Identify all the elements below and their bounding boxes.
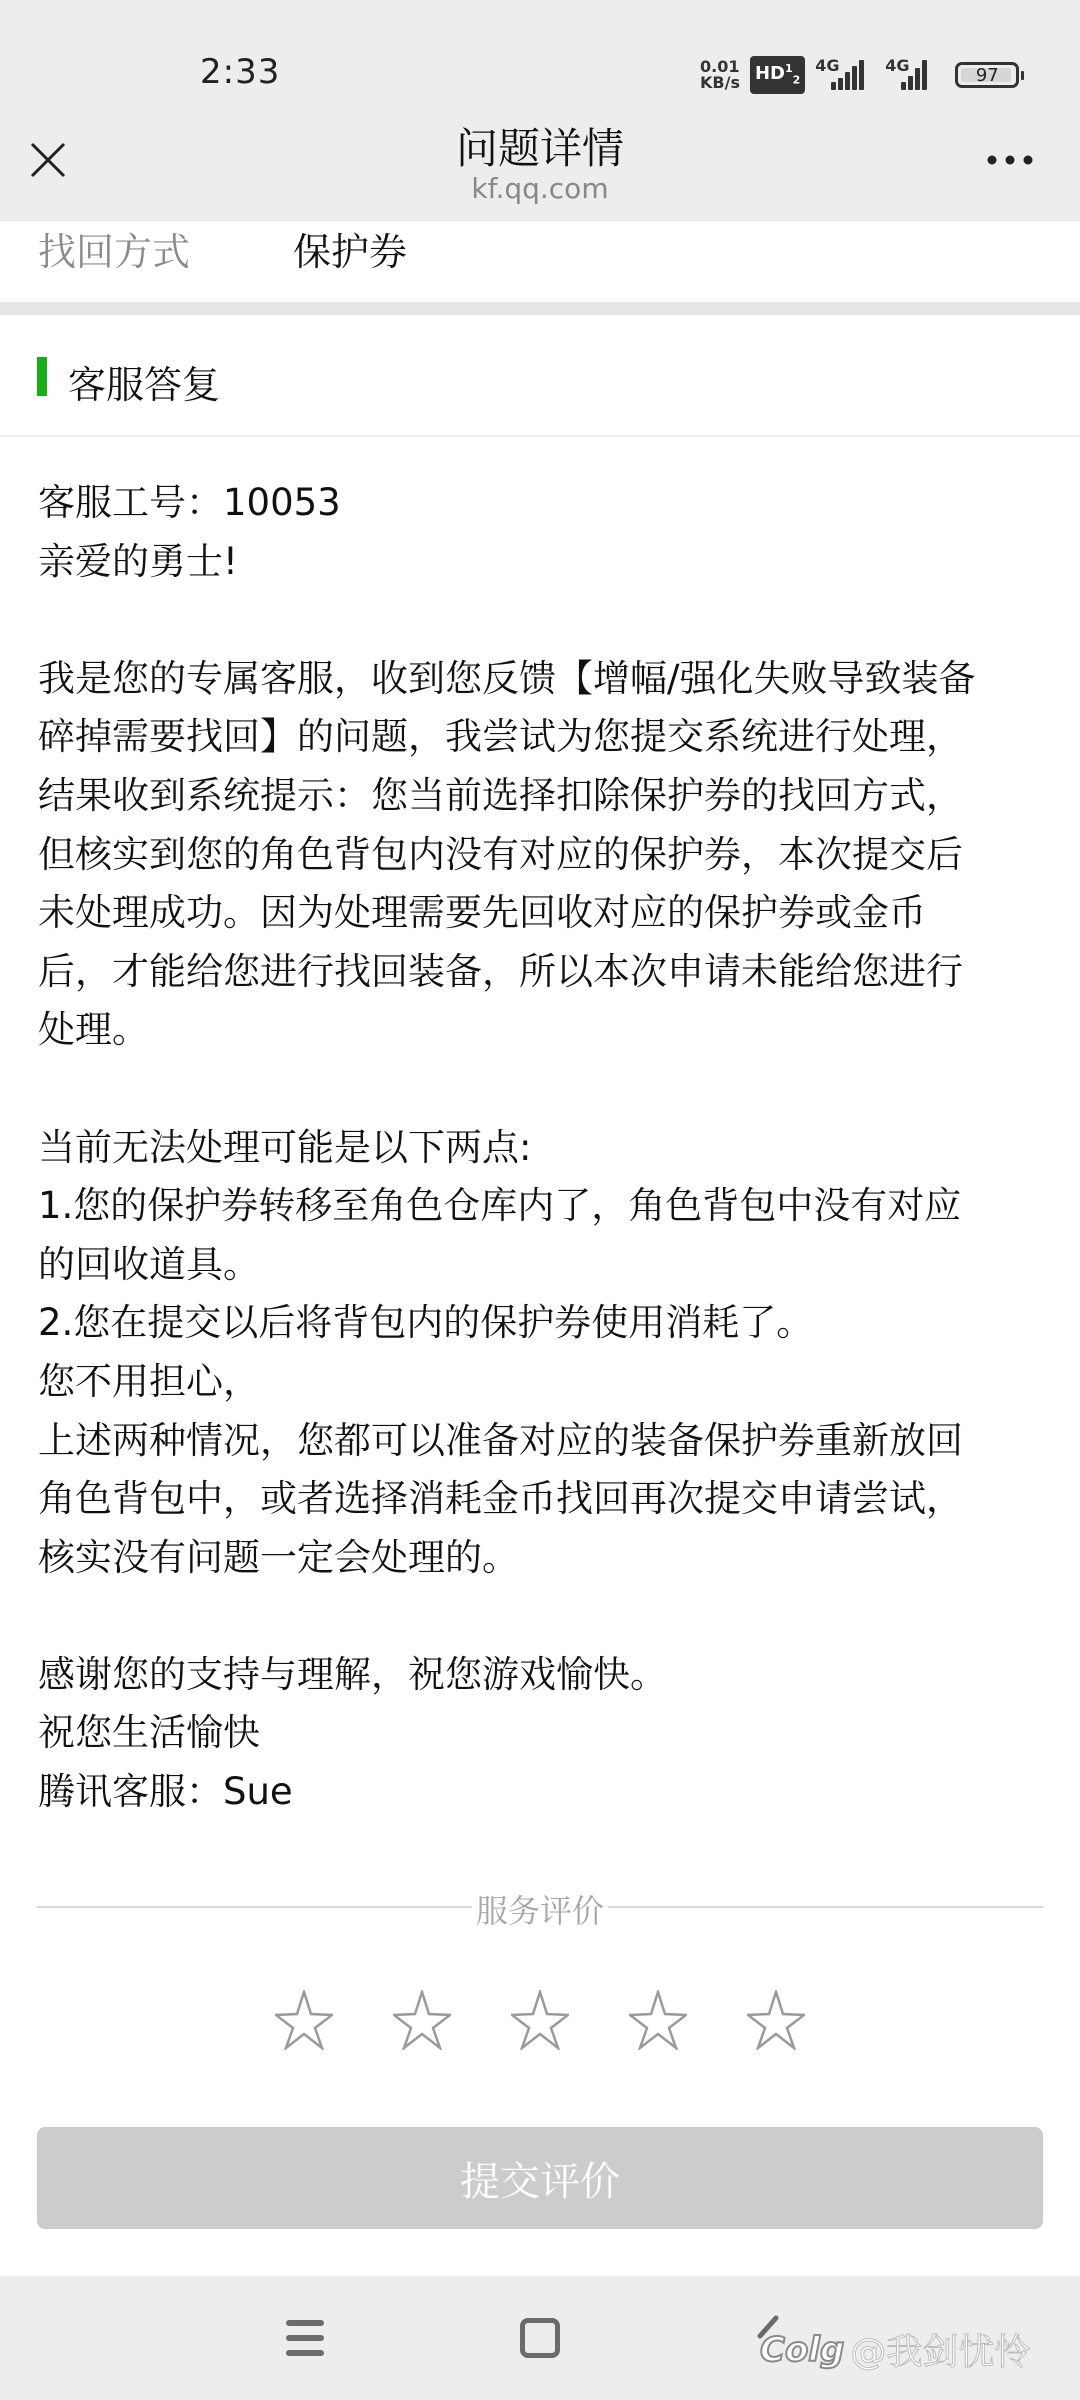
reply-line: 您不用担心， xyxy=(38,1359,260,1403)
sim1-network-type: 4G xyxy=(815,56,840,75)
section-separator xyxy=(0,302,1080,315)
star-2-button[interactable] xyxy=(393,1988,451,2052)
section-accent-bar xyxy=(37,357,47,396)
reply-line: 祝您生活愉快 xyxy=(38,1711,260,1755)
top-bar xyxy=(0,0,1080,221)
star-outline-icon xyxy=(629,1990,687,2050)
reply-line: 后，才能给您进行找回装备，所以本次申请未能给您进行 xyxy=(38,949,963,993)
sim1-signal-icon xyxy=(815,56,875,90)
field-label: 找回方式 xyxy=(38,230,191,274)
system-nav-bar xyxy=(0,2276,1080,2400)
watermark-handle: @我剑忧怜 xyxy=(850,2332,1031,2373)
reply-line: 核实没有问题一定会处理的。 xyxy=(38,1535,519,1579)
status-time: 2:33 xyxy=(200,52,281,92)
field-value: 保护券 xyxy=(293,230,408,274)
reply-line: 2.您在提交以后将背包内的保护券使用消耗了。 xyxy=(38,1301,814,1345)
reply-line: 但核实到您的角色背包内没有对应的保护券，本次提交后 xyxy=(38,832,963,876)
reply-line: 当前无法处理可能是以下两点: xyxy=(38,1125,532,1169)
star-1-button[interactable] xyxy=(275,1988,333,2052)
ticket-field-recovery-method xyxy=(0,221,1080,302)
reply-section-header xyxy=(0,315,1080,437)
star-outline-icon xyxy=(511,1990,569,2050)
hd-voice-icon: $HD^1_2$ xyxy=(750,56,805,94)
submit-rating-button[interactable]: 提交评价 xyxy=(37,2127,1043,2229)
star-outline-icon xyxy=(747,1990,805,2050)
reply-line: 上述两种情况，您都可以准备对应的装备保护券重新放回 xyxy=(38,1418,963,1462)
star-rating xyxy=(0,1988,1080,2052)
network-speed-unit: KB/s xyxy=(700,73,740,92)
reply-line: 碎掉需要找回】的问题，我尝试为您提交系统进行处理， xyxy=(38,715,963,759)
more-icon xyxy=(986,154,1034,166)
reply-line: 未处理成功。因为处理需要先回收对应的保护券或金币 xyxy=(38,891,926,935)
reply-line xyxy=(38,1587,1048,1646)
recent-apps-button[interactable] xyxy=(282,2316,328,2360)
reply-line: 结果收到系统提示：您当前选择扣除保护券的找回方式， xyxy=(38,773,963,817)
page-title: 问题详情 xyxy=(455,124,624,173)
battery-level: 97 xyxy=(975,64,999,86)
status-icons xyxy=(700,55,1019,95)
rating-heading xyxy=(0,1886,1080,1932)
sim2-signal-icon xyxy=(885,56,945,90)
reply-line xyxy=(38,1060,1048,1119)
reply-line: 处理。 xyxy=(38,1008,149,1052)
reply-line: 感谢您的支持与理解，祝您游戏愉快。 xyxy=(38,1652,667,1696)
reply-line: 我是您的专属客服，收到您反馈【增幅/强化失败导致装备 xyxy=(38,656,976,700)
reply-line: 亲爱的勇士! xyxy=(38,539,238,583)
network-speed xyxy=(700,59,740,91)
more-options-button[interactable] xyxy=(980,134,1040,186)
network-speed-value: 0.01 xyxy=(700,57,740,76)
reply-line: 客服工号：10053 xyxy=(38,481,341,524)
home-button[interactable] xyxy=(520,2318,560,2358)
star-outline-icon xyxy=(275,1990,333,2050)
page-domain: kf.qq.com xyxy=(471,172,609,205)
menu-icon xyxy=(286,2320,324,2326)
reply-line: 腾讯客服：Sue xyxy=(38,1770,293,1814)
star-3-button[interactable] xyxy=(511,1988,569,2052)
reply-line: 角色背包中，或者选择消耗金币找回再次提交申请尝试， xyxy=(38,1477,963,1521)
watermark xyxy=(760,2324,1030,2375)
section-title: 客服答复 xyxy=(68,363,221,407)
hd-label: HD xyxy=(754,63,785,85)
star-outline-icon xyxy=(393,1990,451,2050)
reply-line xyxy=(38,591,1048,650)
reply-line: 1.您的保护券转移至角色仓库内了，角色背包中没有对应 xyxy=(38,1184,962,1228)
reply-body xyxy=(38,474,1048,1822)
rating-label: 服务评价 xyxy=(472,1892,608,1930)
watermark-logo: Colg xyxy=(760,2329,845,2370)
star-4-button[interactable] xyxy=(629,1988,687,2052)
battery-icon xyxy=(955,62,1019,88)
reply-line: 的回收道具。 xyxy=(38,1242,260,1286)
star-5-button[interactable] xyxy=(747,1988,805,2052)
sim2-network-type: 4G xyxy=(885,56,910,75)
